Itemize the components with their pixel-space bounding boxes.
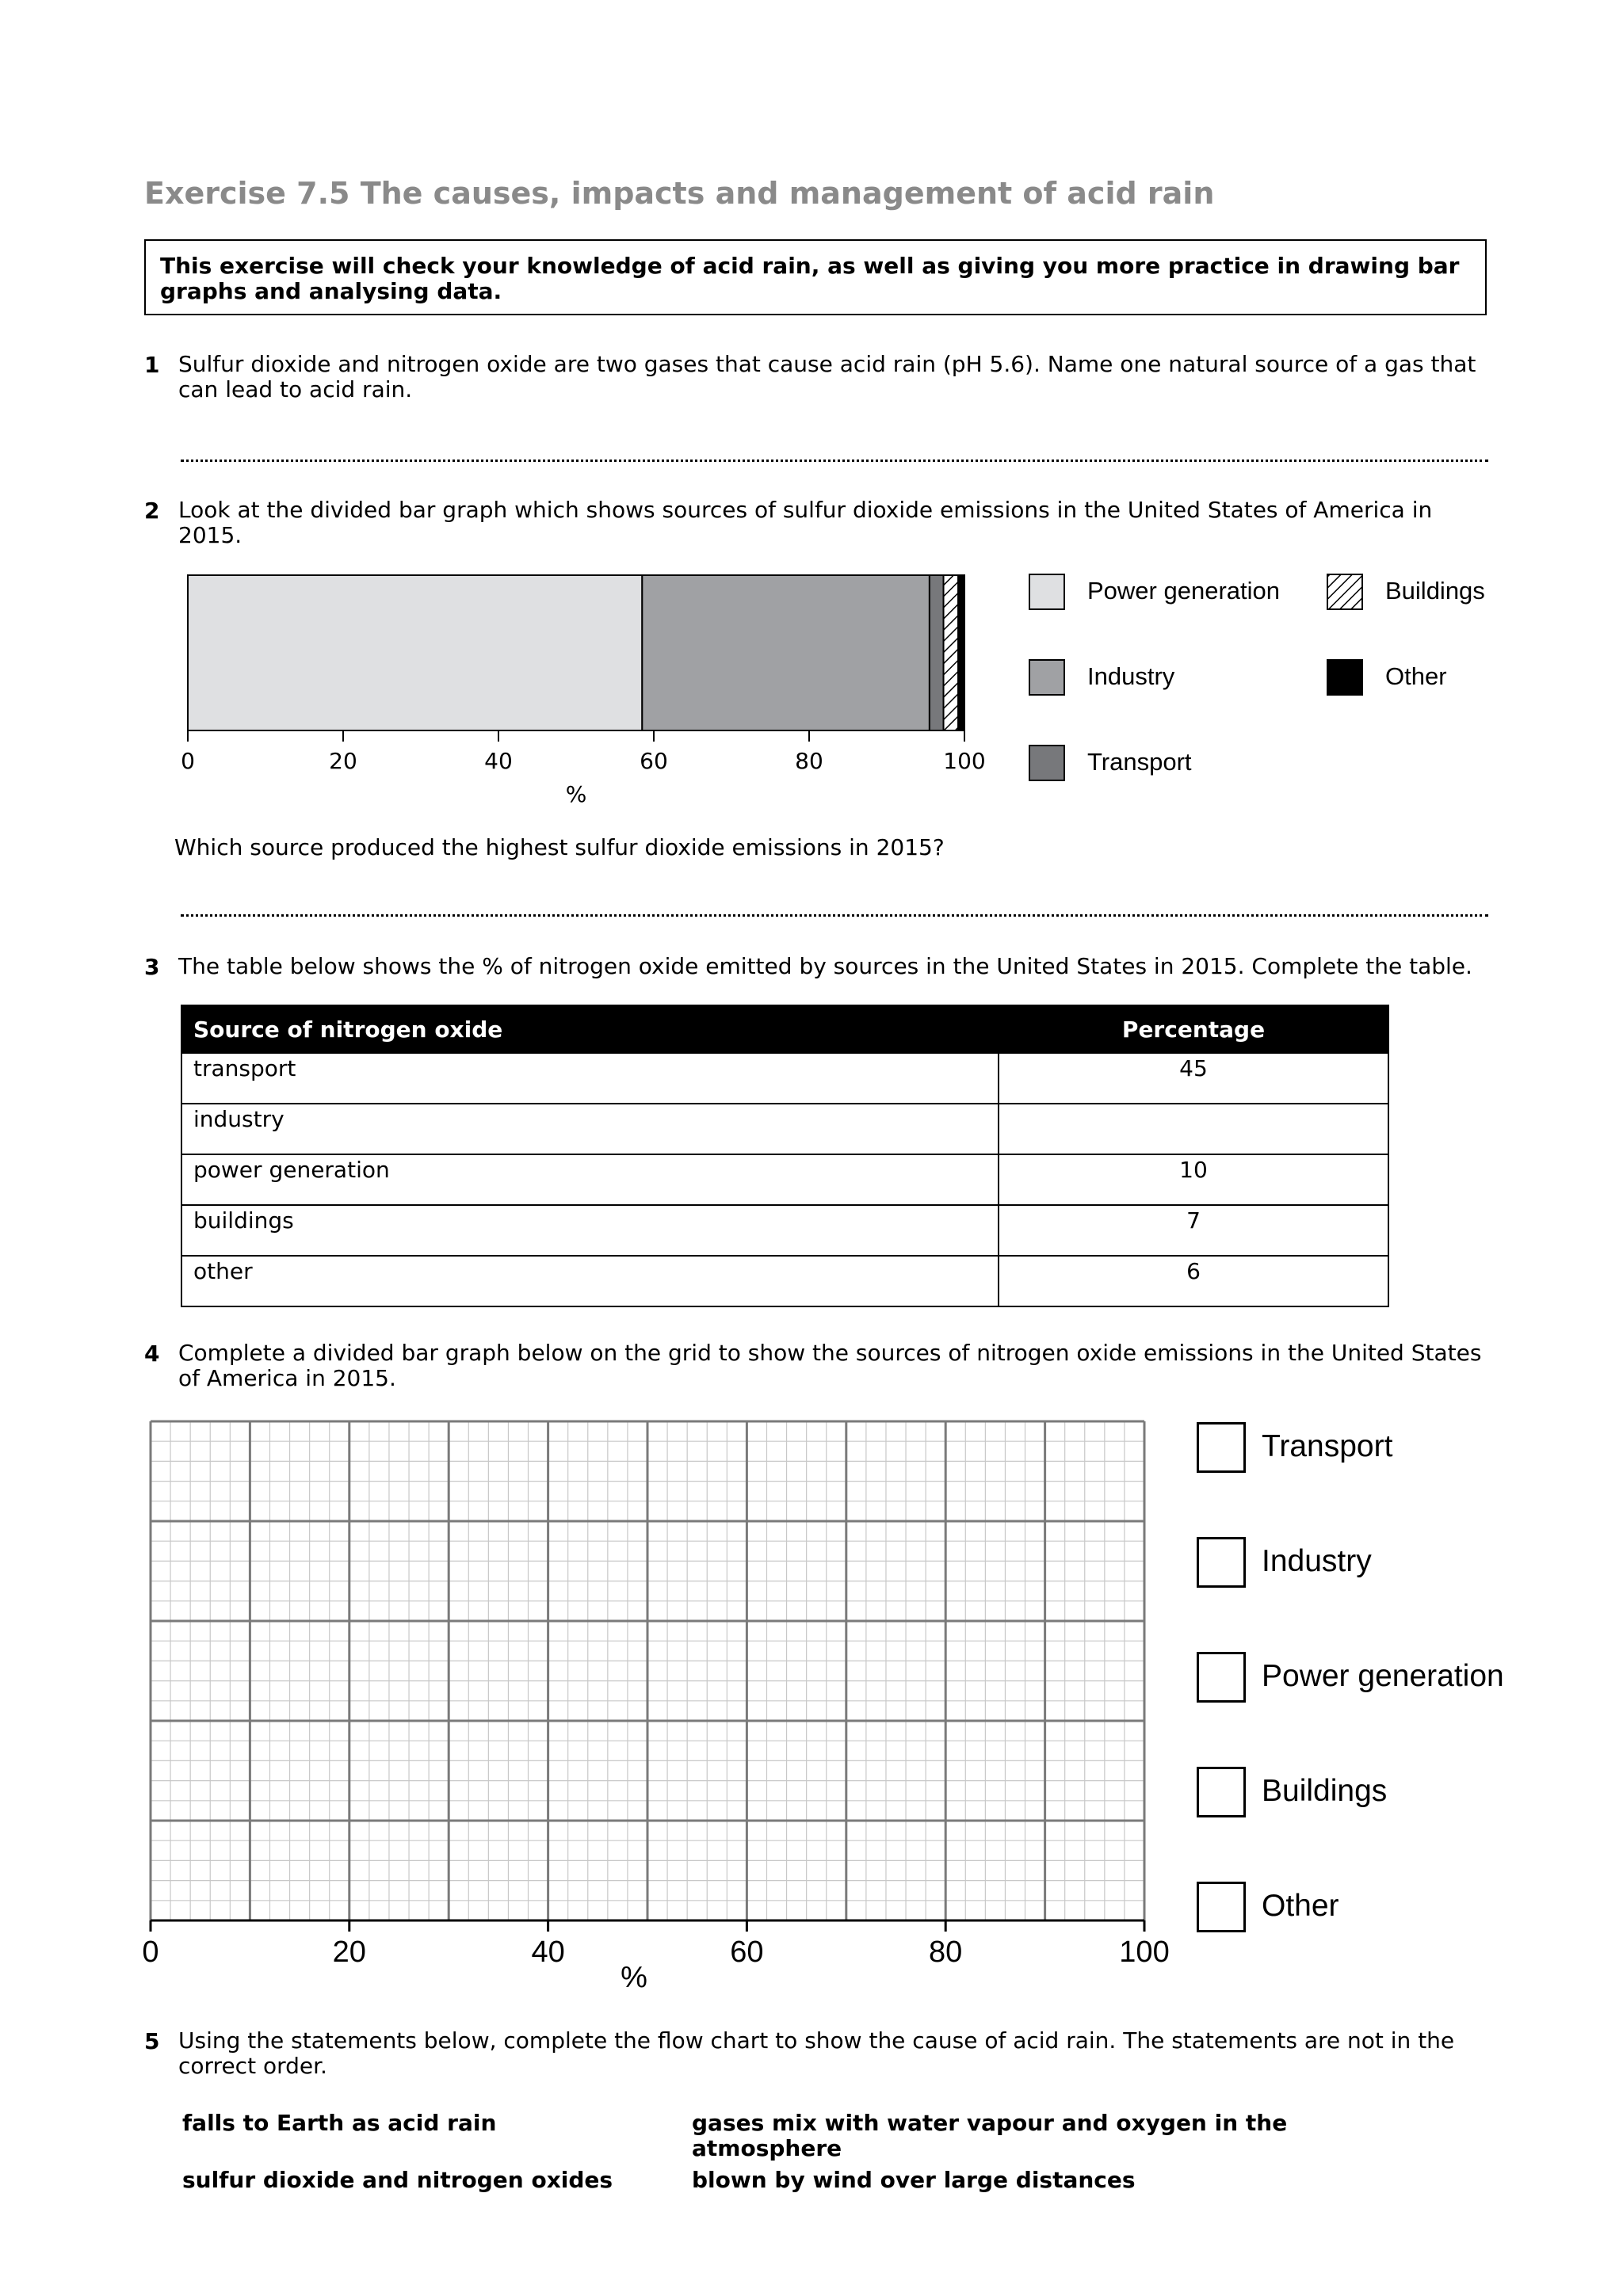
table-cell-percentage-blank[interactable] (999, 1104, 1388, 1154)
table-row (181, 1256, 1388, 1306)
nox-grid-chart[interactable] (135, 1410, 1189, 1997)
statement-item: blown by wind over large distances (692, 2167, 1136, 2193)
so2-x-axis-label: % (565, 781, 587, 807)
legend-transport-box[interactable] (1197, 1422, 1246, 1473)
legend-buildings-label: Buildings (1385, 577, 1485, 605)
table-header-row (181, 1005, 1388, 1053)
so2-tick-label: 0 (181, 748, 195, 774)
table-header-percentage: Percentage (999, 1005, 1388, 1053)
so2-tick-label: 100 (943, 748, 986, 774)
q2-number: 2 (144, 498, 160, 524)
legend-buildings-label: Buildings (1262, 1774, 1388, 1808)
so2-tick-label: 40 (484, 748, 513, 774)
legend-transport-label: Transport (1262, 1429, 1393, 1463)
table-row (181, 1205, 1388, 1256)
grid-tick-label: 20 (332, 1936, 366, 1969)
so2-tick-label: 60 (640, 748, 668, 774)
legend-industry-swatch (1029, 659, 1065, 696)
q2-answer-line[interactable] (181, 914, 1488, 917)
legend-other-label: Other (1262, 1889, 1339, 1923)
legend-transport-swatch (1029, 745, 1065, 781)
so2-bar-buildings (944, 575, 959, 730)
table-cell-percentage: 7 (999, 1205, 1388, 1256)
so2-bar-transport (930, 575, 944, 730)
grid-tick-label: 100 (1119, 1936, 1170, 1969)
statement-item: sulfur dioxide and nitrogen oxides (182, 2167, 613, 2193)
legend-other-label: Other (1385, 662, 1447, 690)
legend-power-label: Power generation (1087, 577, 1280, 605)
table-cell-source: transport (181, 1053, 999, 1104)
statement-item: gases mix with water vapour and oxygen in the atmosphere (692, 2110, 1288, 2161)
table-cell-source: other (181, 1256, 999, 1306)
legend-transport-label: Transport (1087, 748, 1192, 776)
q2-followup: Which source produced the highest sulfur dioxide emissions in 2015? (174, 834, 945, 860)
so2-bar-chart (158, 563, 999, 816)
q1-text: Sulfur dioxide and nitrogen oxide are two gases that cause acid rain (pH 5.6). Name one natural source of a gas that can lead to acid rain. (178, 351, 1476, 402)
legend-power-label: Power generation (1262, 1659, 1504, 1693)
q2-text: Look at the divided bar graph which shows sources of sulfur dioxide emissions in the United States of America in 2015. (178, 497, 1433, 548)
table-cell-source: industry (181, 1104, 999, 1154)
so2-bar-other (958, 575, 964, 730)
legend-power-box[interactable] (1197, 1652, 1246, 1703)
q4-number: 4 (144, 1341, 160, 1367)
table-cell-percentage: 10 (999, 1154, 1388, 1205)
so2-bar-power-generation (188, 575, 642, 730)
q5-number: 5 (144, 2028, 160, 2054)
grid-tick-label: 60 (730, 1936, 764, 1969)
so2-tick-label: 20 (329, 748, 357, 774)
q4-text: Complete a divided bar graph below on the grid to show the sources of nitrogen oxide emissions in the United States of America in 2015. (178, 1340, 1482, 1391)
legend-industry-box[interactable] (1197, 1537, 1246, 1588)
legend-power-swatch (1029, 574, 1065, 610)
table-header-source: Source of nitrogen oxide (181, 1005, 999, 1053)
grid-x-axis-label: % (621, 1961, 647, 1994)
legend-buildings-box[interactable] (1197, 1767, 1246, 1817)
so2-bar-industry (642, 575, 930, 730)
table-row (181, 1154, 1388, 1205)
legend-other-box[interactable] (1197, 1882, 1246, 1932)
q5-text: Using the statements below, complete the flow chart to show the cause of acid rain. The statements are not in the correct order. (178, 2027, 1455, 2079)
grid-tick-label: 40 (531, 1936, 565, 1969)
table-row (181, 1053, 1388, 1104)
legend-other-swatch (1327, 659, 1363, 696)
q3-number: 3 (144, 954, 160, 980)
q1-number: 1 (144, 352, 160, 378)
so2-tick-label: 80 (795, 748, 823, 774)
q1-answer-line[interactable] (181, 460, 1488, 462)
q3-text: The table below shows the % of nitrogen oxide emitted by sources in the United States in 2015. Complete the table. (178, 953, 1472, 979)
statement-item: falls to Earth as acid rain (182, 2110, 497, 2136)
nitrogen-oxide-table (181, 1005, 1389, 1307)
legend-industry-label: Industry (1262, 1544, 1372, 1578)
table-cell-source: power generation (181, 1154, 999, 1205)
grid-tick-label: 0 (142, 1936, 159, 1969)
legend-industry-label: Industry (1087, 662, 1175, 690)
table-row (181, 1104, 1388, 1154)
legend-buildings-swatch (1327, 574, 1363, 610)
grid-tick-label: 80 (929, 1936, 963, 1969)
page-title: Exercise 7.5 The causes, impacts and management of acid rain (144, 176, 1215, 211)
table-cell-percentage: 45 (999, 1053, 1388, 1104)
table-cell-source: buildings (181, 1205, 999, 1256)
table-cell-percentage: 6 (999, 1256, 1388, 1306)
intro-box: This exercise will check your knowledge of acid rain, as well as giving you more practice in drawing bar graphs and analysing data. (144, 239, 1487, 315)
